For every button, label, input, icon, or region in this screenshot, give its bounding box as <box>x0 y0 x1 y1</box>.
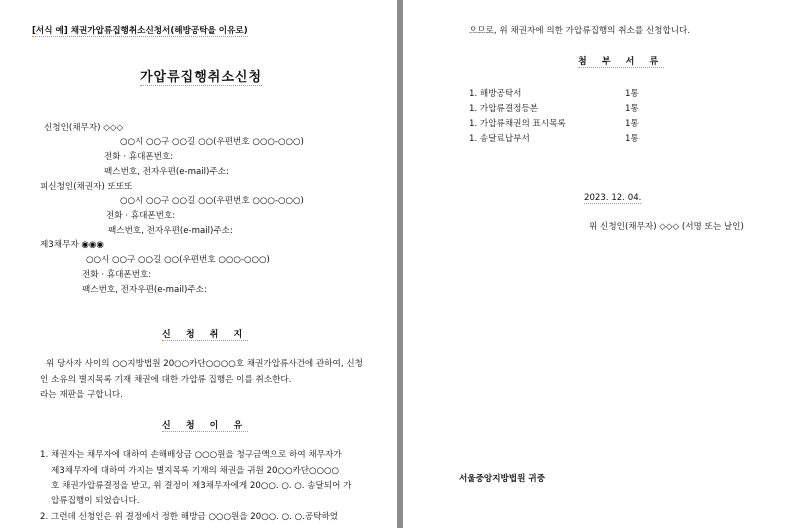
purpose-heading-text: 신 청 취 지 <box>162 330 249 340</box>
form-label <box>32 26 248 37</box>
attachment-name-1: 1. 해방공탁서 <box>469 89 522 99</box>
purpose-heading <box>162 330 248 341</box>
court-addressee: 서울중앙지방법원 귀중 <box>459 474 546 484</box>
respondent-address: ○○시 ○○구 ○○길 ○○(우편번호 ○○○-○○○) <box>120 196 304 206</box>
reason-line-5: 2. 그런데 신청인은 위 결정에서 정한 해방금 ○○○원을 20○○. ○. ○.공탁하였 <box>40 512 339 522</box>
respondent-phone: 전화 · 휴대폰번호: <box>106 211 176 221</box>
signature-line: 위 신청인(채무자) ◇◇◇ (서명 또는 날인) <box>589 222 744 232</box>
applicant-address: ○○시 ○○구 ○○길 ○○(우편번호 ○○○-○○○) <box>120 137 304 147</box>
third-debtor-label: 제3채무자 ◉◉◉ <box>40 240 104 250</box>
document-title-text: 가압류집행취소신청 <box>140 70 263 85</box>
respondent-fax-email: 팩스번호, 전자우편(e-mail)주소: <box>108 226 233 236</box>
continuation-line: 으므로, 위 채권자에 의한 가압류집행의 취소를 신청합니다. <box>469 26 691 36</box>
attachments-heading-text: 첨 부 서 류 <box>578 57 665 67</box>
attachment-name-2: 1. 가압류결정등본 <box>469 104 539 114</box>
third-debtor-fax-email: 팩스번호, 전자우편(e-mail)주소: <box>82 285 207 295</box>
reason-line-1: 1. 채권자는 채무자에 대하여 손해배상금 ○○○원을 청구금액으로 하여 채무자가 <box>40 450 342 460</box>
document-title <box>140 72 262 83</box>
applicant-label: 신청인(채무자) ◇◇◇ <box>44 123 124 133</box>
attachment-name-3: 1. 가압류채권의 표시목록 <box>469 119 566 129</box>
document-date-text: 2023. 12. 04. <box>584 193 642 203</box>
purpose-line-3: 라는 재판을 구합니다. <box>40 390 123 400</box>
attachment-qty-3: 1통 <box>625 119 639 129</box>
attachments-heading <box>578 57 664 68</box>
attachment-qty-4: 1통 <box>625 134 639 144</box>
reason-heading <box>162 421 248 432</box>
third-debtor-phone: 전화 · 휴대폰번호: <box>82 270 152 280</box>
form-label-text: [서식 예] 채권가압류집행취소신청서(해방공탁을 이유로) <box>32 26 248 36</box>
purpose-line-2: 인 소유의 별지목록 기재 채권에 대한 가압류 집행은 이를 취소한다. <box>40 375 292 385</box>
attachment-qty-1: 1통 <box>625 89 639 99</box>
reason-heading-text: 신 청 이 유 <box>162 421 249 431</box>
document-page-right <box>403 0 800 528</box>
attachment-qty-2: 1통 <box>625 104 639 114</box>
document-page-left <box>0 0 397 528</box>
applicant-phone: 전화 · 휴대폰번호: <box>104 152 174 162</box>
third-debtor-address: ○○시 ○○구 ○○길 ○○(우편번호 ○○○-○○○) <box>86 255 270 265</box>
document-date <box>584 193 641 204</box>
respondent-label: 피신청인(채권자) 또또또 <box>40 182 133 192</box>
reason-line-4: 압류집행이 되었습니다. <box>51 496 140 506</box>
attachment-name-4: 1. 송달료납부서 <box>469 134 530 144</box>
reason-line-2: 제3채무자에 대하여 가지는 별지목록 기재의 채권을 귀원 20○○카단○○○○ <box>51 466 340 476</box>
applicant-fax-email: 팩스번호, 전자우편(e-mail)주소: <box>104 167 229 177</box>
purpose-line-1: 위 당사자 사이의 ○○지방법원 20○○카단○○○○호 채권가압류사건에 관하여, 신청 <box>46 359 363 369</box>
reason-line-3: 호 채권가압류결정을 받고, 위 결정이 제3채무자에게 20○○. ○. ○. 송달되어 가 <box>51 481 352 491</box>
